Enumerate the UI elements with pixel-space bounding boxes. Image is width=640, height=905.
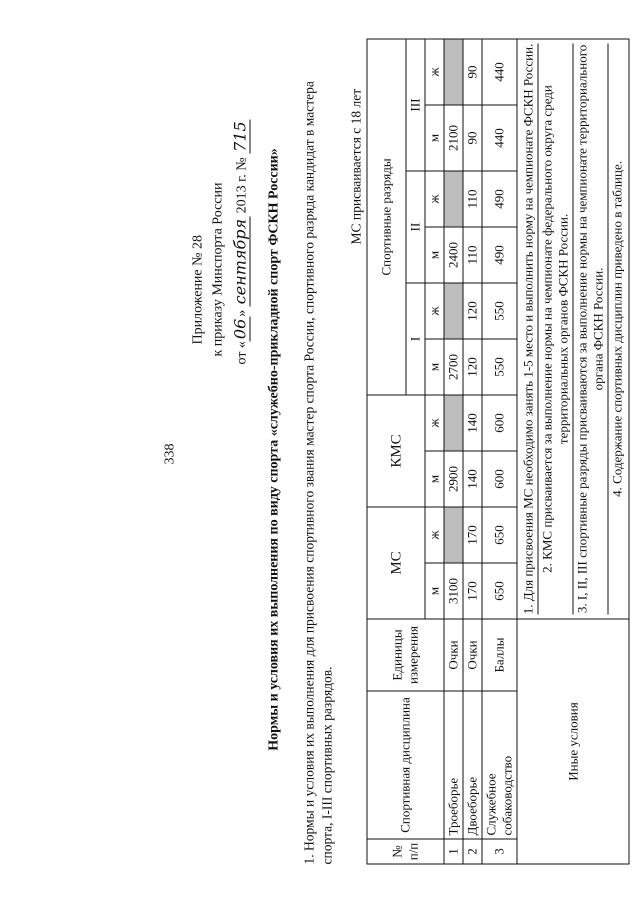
table-row	[444, 39, 463, 864]
table-row	[463, 39, 482, 864]
value-cell: 490	[482, 227, 517, 283]
value-cell-empty	[444, 171, 463, 227]
header-num: № п/п	[367, 839, 444, 864]
other-conditions-row	[517, 39, 629, 864]
date-mid: »	[234, 309, 250, 317]
condition-item: 3. I, II, III спортивные разряды присваиваются за выполнение нормы на чемпионате территориального органа ФСКН России.	[574, 43, 609, 614]
value-cell: 440	[482, 105, 517, 171]
date-prefix: от «	[234, 341, 250, 365]
value-cell: 140	[463, 395, 482, 451]
document-page	[1, 0, 640, 905]
header-row-1	[367, 39, 406, 864]
value-cell: 170	[463, 563, 482, 619]
row-discipline: Служебное собаководство	[482, 691, 517, 839]
header-r3-m: м	[425, 105, 444, 171]
date-day: 06	[230, 318, 250, 340]
value-cell-empty	[444, 283, 463, 339]
header-mc-m: м	[425, 563, 444, 619]
value-cell: 140	[463, 451, 482, 507]
header-r1-m: м	[425, 339, 444, 395]
mc-age-note: МС присваивается с 18 лет	[348, 88, 364, 245]
value-cell: 440	[482, 39, 517, 105]
header-kms: КМС	[367, 395, 425, 507]
row-num: 3	[482, 839, 517, 864]
value-cell: 90	[463, 39, 482, 105]
date-month: сентября	[230, 218, 250, 305]
date-year: 2013 г. №	[234, 157, 250, 214]
value-cell: 550	[482, 339, 517, 395]
row-discipline: Троеборье	[444, 691, 463, 839]
header-discipline: Спортивная дисциплина	[367, 691, 444, 839]
header-rank-3: III	[406, 39, 425, 171]
value-cell: 120	[463, 283, 482, 339]
value-cell-empty	[444, 395, 463, 451]
appendix-order-ref: к приказу Минспорта России	[210, 182, 226, 357]
value-cell: 110	[463, 171, 482, 227]
value-cell: 550	[482, 283, 517, 339]
value-cell: 2900	[444, 451, 463, 507]
row-num: 1	[444, 839, 463, 864]
value-cell-empty	[444, 507, 463, 563]
header-ranks: Спортивные разряды	[367, 39, 406, 395]
value-cell: 2700	[444, 339, 463, 395]
value-cell: 600	[482, 395, 517, 451]
row-discipline: Двоеборье	[463, 691, 482, 839]
norms-table	[367, 38, 630, 864]
appendix-number: Приложение № 28	[190, 235, 206, 345]
value-cell: 2400	[444, 227, 463, 283]
header-mc: МС	[367, 507, 425, 619]
condition-item: 1. Для присвоения МС необходимо занять 1-5 место и выполнить норму на чемпионате ФСКН России.	[520, 43, 539, 614]
header-r2-zh: ж	[425, 171, 444, 227]
appendix-date-line	[231, 119, 251, 364]
value-cell-empty	[444, 39, 463, 105]
row-unit: Баллы	[482, 619, 517, 691]
value-cell: 650	[482, 507, 517, 563]
header-r1-zh: ж	[425, 283, 444, 339]
value-cell: 120	[463, 339, 482, 395]
page-number: 338	[162, 443, 178, 465]
header-rank-1: I	[406, 283, 425, 395]
row-unit: Очки	[463, 619, 482, 691]
value-cell: 170	[463, 507, 482, 563]
condition-item: 4. Содержание спортивных дисциплин приведено в таблице.	[609, 161, 625, 497]
value-cell: 90	[463, 105, 482, 171]
condition-item: 2. КМС присваивается за выполнение нормы на чемпионате федерального округа среди территориальных органов ФСКН России.	[539, 43, 574, 614]
value-cell: 600	[482, 451, 517, 507]
section-paragraph: 1. Нормы и условия их выполнения для присвоения спортивного звания мастер спорта России, спортивного разряда кандидат в мастера спорта, I-III спортивных разрядов.	[301, 81, 335, 865]
table-row	[482, 39, 517, 864]
header-kms-m: м	[425, 451, 444, 507]
document-title: Нормы и условия их выполнения по виду спорта «служебно-прикладной спорт ФСКН России»	[266, 148, 282, 751]
value-cell: 3100	[444, 563, 463, 619]
row-num: 2	[463, 839, 482, 864]
header-mc-zh: ж	[425, 507, 444, 563]
header-r2-m: м	[425, 227, 444, 283]
header-r3-zh: ж	[425, 39, 444, 105]
header-rank-2: II	[406, 171, 425, 283]
other-conditions-label: Иные условия	[517, 619, 629, 864]
row-unit: Очки	[444, 619, 463, 691]
value-cell: 2100	[444, 105, 463, 171]
value-cell: 110	[463, 227, 482, 283]
value-cell: 650	[482, 563, 517, 619]
order-number: 715	[230, 121, 250, 152]
header-units: Единицы измерения	[367, 619, 444, 691]
header-kms-zh: ж	[425, 395, 444, 451]
value-cell: 490	[482, 171, 517, 227]
conditions-list	[517, 39, 629, 619]
